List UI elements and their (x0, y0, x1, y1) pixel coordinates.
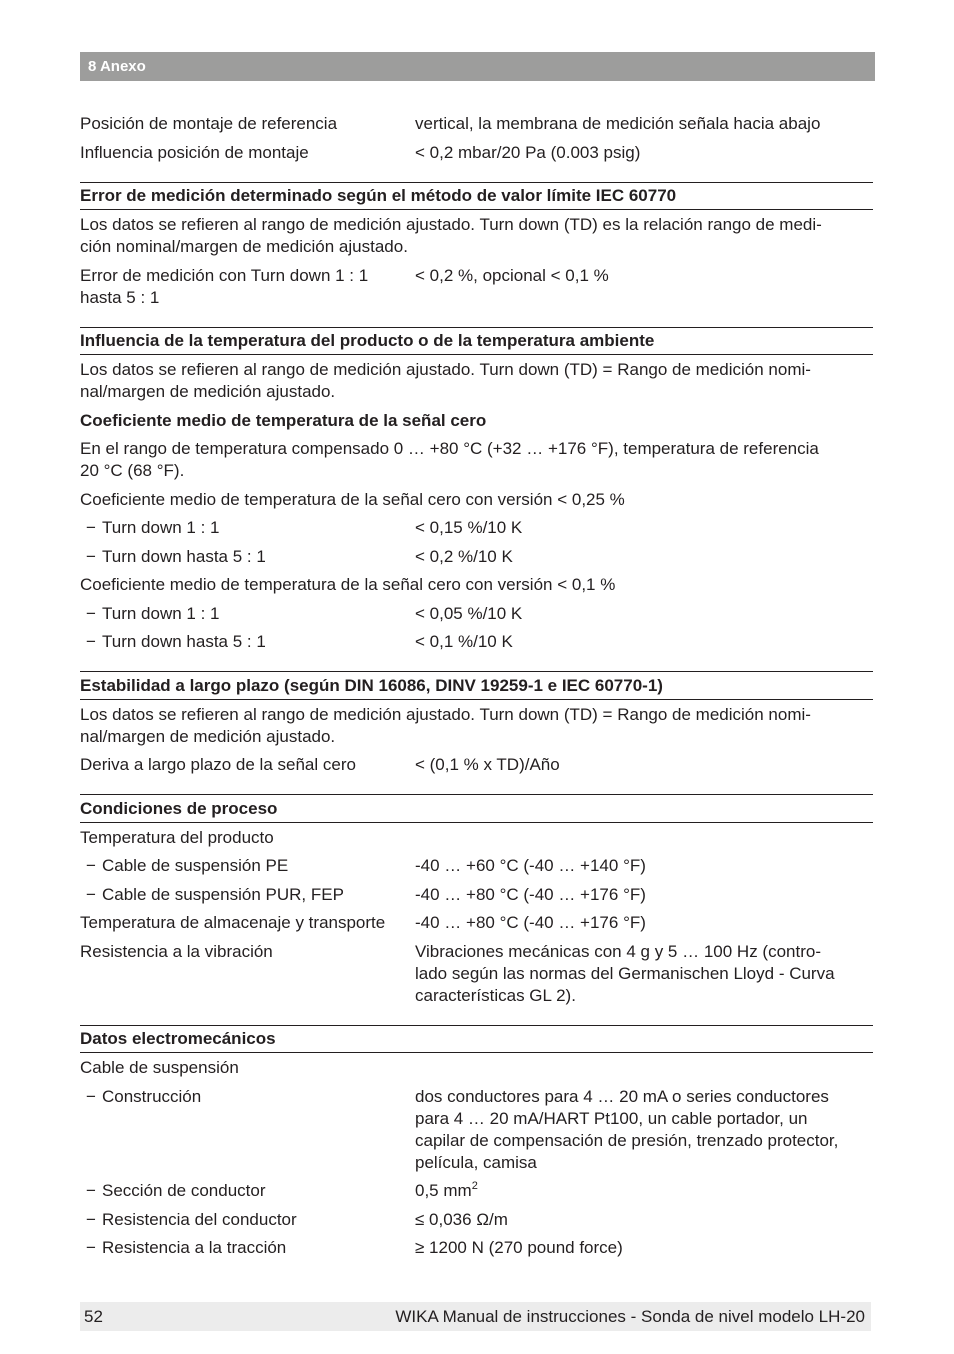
subheading: Coeficiente medio de temperatura de la señal cero (80, 410, 487, 430)
spec-value: < 0,1 %/10 K (415, 632, 513, 651)
text-line: para 4 … 20 mA/HART Pt100, un cable portador, un (415, 1108, 808, 1128)
spec-value: 0,5 $mm^2$ (415, 1180, 478, 1200)
text-line: ción nominal/margen de medición ajustado. (80, 237, 408, 256)
spec-value (415, 1086, 873, 1174)
text-line: Los datos se refieren al rango de medición ajustado. Turn down (TD) = Rango de medición nomi- (80, 360, 811, 379)
spec-label: − Turn down hasta 5 : 1 (86, 546, 266, 566)
spec-row (80, 1086, 873, 1174)
page-footer (80, 1302, 871, 1331)
text-line: Error de medición con Turn down 1 : 1 (80, 265, 369, 285)
spec-row (80, 1180, 873, 1202)
spec-row (80, 603, 873, 625)
text-line: Vibraciones mecánicas con 4 g y 5 … 100 Hz (contro- (415, 941, 821, 961)
section-heading-stability: Estabilidad a largo plazo (según DIN 16086, DINV 19259-1 e IEC 60770-1) (80, 671, 873, 700)
spec-label: − Resistencia a la tracción (86, 1238, 287, 1257)
text-line: lado según las normas del Germanischen Lloyd - Curva (415, 963, 835, 983)
dash-bullet: − (86, 632, 96, 651)
text-line: En el rango de temperatura compensado 0 … +80 °C (+32 … +176 °F), temperatura de referencia (80, 439, 819, 458)
dash-bullet: − (86, 1086, 96, 1106)
spec-value (415, 941, 873, 1007)
chapter-title: 8 Anexo (88, 58, 146, 75)
group-label: Temperatura del producto (80, 827, 274, 847)
spec-label: − Sección de conductor (86, 1181, 266, 1200)
section-heading-electromechanical: Datos electromecánicos (80, 1025, 873, 1054)
section-description (80, 214, 873, 258)
spec-value: < 0,2 %, opcional < 0,1 % (415, 265, 609, 285)
spec-value: ≥ 1200 N (270 pound force) (415, 1238, 623, 1257)
spec-row (80, 517, 873, 539)
section-heading-error: Error de medición determinado según el método de valor límite IEC 60770 (80, 182, 873, 211)
dash-bullet: − (86, 546, 96, 566)
spec-row (80, 631, 873, 653)
spec-value: < 0,2 %/10 K (415, 546, 513, 566)
dash-bullet: − (86, 884, 96, 904)
text-line: 20 °C (68 °F). (80, 461, 185, 480)
spec-value: < 0,2 mbar/20 Pa (0.003 psig) (415, 142, 641, 162)
spec-label: Posición de montaje de referencia (80, 114, 338, 133)
text-line: Los datos se refieren al rango de medición ajustado. Turn down (TD) = Rango de medición nomi- (80, 704, 811, 724)
spec-label: Influencia posición de montaje (80, 142, 309, 162)
spec-label (80, 265, 415, 309)
version-title: Coeficiente medio de temperatura de la señal cero con versión < 0,25 % (80, 489, 625, 509)
spec-label: − Cable de suspensión PE (86, 856, 289, 875)
spec-row (80, 884, 873, 906)
spec-label: − Construcción (86, 1086, 202, 1106)
text-line: película, camisa (415, 1152, 537, 1172)
text-line: dos conductores para 4 … 20 mA o series conductores (415, 1086, 829, 1106)
spec-row (80, 113, 873, 135)
dash-bullet: − (86, 603, 96, 623)
spec-value: < 0,05 %/10 K (415, 603, 523, 623)
spec-label: Deriva a largo plazo de la señal cero (80, 755, 356, 774)
spec-row (80, 855, 873, 877)
section-heading-process: Condiciones de proceso (80, 794, 873, 823)
spec-label: − Turn down hasta 5 : 1 (86, 632, 266, 651)
spec-label: Resistencia a la vibración (80, 941, 273, 961)
spec-content (80, 113, 873, 1266)
section-description (80, 359, 873, 403)
spec-value: < 0,15 %/10 K (415, 518, 523, 537)
spec-row (80, 912, 873, 934)
range-text (80, 438, 873, 482)
spec-value: -40 … +60 °C (-40 … +140 °F) (415, 856, 646, 875)
document-title: WIKA Manual de instrucciones - Sonda de nivel modelo LH-20 (395, 1307, 865, 1326)
spec-row (80, 941, 873, 1007)
spec-value: ≤ 0,036 Ω/m (415, 1209, 508, 1229)
spec-label: − Cable de suspensión PUR, FEP (86, 884, 344, 904)
text-line: nal/margen de medición ajustado. (80, 382, 336, 401)
spec-label: − Resistencia del conductor (86, 1209, 297, 1229)
text-line: Los datos se refieren al rango de medición ajustado. Turn down (TD) es la relación rango de medi- (80, 215, 822, 234)
superscript: 2 (471, 1180, 478, 1192)
dash-bullet: − (86, 1238, 96, 1257)
spec-row (80, 546, 873, 568)
spec-row (80, 1237, 873, 1259)
spec-label: − Turn down 1 : 1 (86, 603, 220, 623)
text-line: hasta 5 : 1 (80, 287, 160, 307)
spec-row (80, 754, 873, 776)
chapter-header (80, 52, 875, 81)
spec-value: < (0,1 % x TD)/Año (415, 755, 560, 774)
group-label: Cable de suspensión (80, 1058, 239, 1077)
spec-label: − Turn down 1 : 1 (86, 518, 220, 537)
section-heading-temperature: Influencia de la temperatura del producto o de la temperatura ambiente (80, 327, 873, 356)
text-line: capilar de compensación de presión, trenzado protector, (415, 1130, 839, 1150)
version-title: Coeficiente medio de temperatura de la señal cero con versión < 0,1 % (80, 575, 616, 594)
spec-row (80, 1209, 873, 1231)
dash-bullet: − (86, 518, 96, 537)
page-number: 52 (84, 1307, 103, 1326)
spec-value: -40 … +80 °C (-40 … +176 °F) (415, 913, 646, 932)
text-line: características GL 2). (415, 985, 576, 1005)
spec-value: vertical, la membrana de medición señala hacia abajo (415, 114, 821, 133)
text-line: nal/margen de medición ajustado. (80, 726, 336, 746)
spec-row (80, 265, 873, 309)
spec-label: Temperatura de almacenaje y transporte (80, 913, 386, 932)
spec-value: -40 … +80 °C (-40 … +176 °F) (415, 884, 646, 904)
section-description (80, 704, 873, 748)
spec-row (80, 142, 873, 164)
dash-bullet: − (86, 1181, 96, 1200)
dash-bullet: − (86, 1209, 96, 1229)
dash-bullet: − (86, 856, 96, 875)
